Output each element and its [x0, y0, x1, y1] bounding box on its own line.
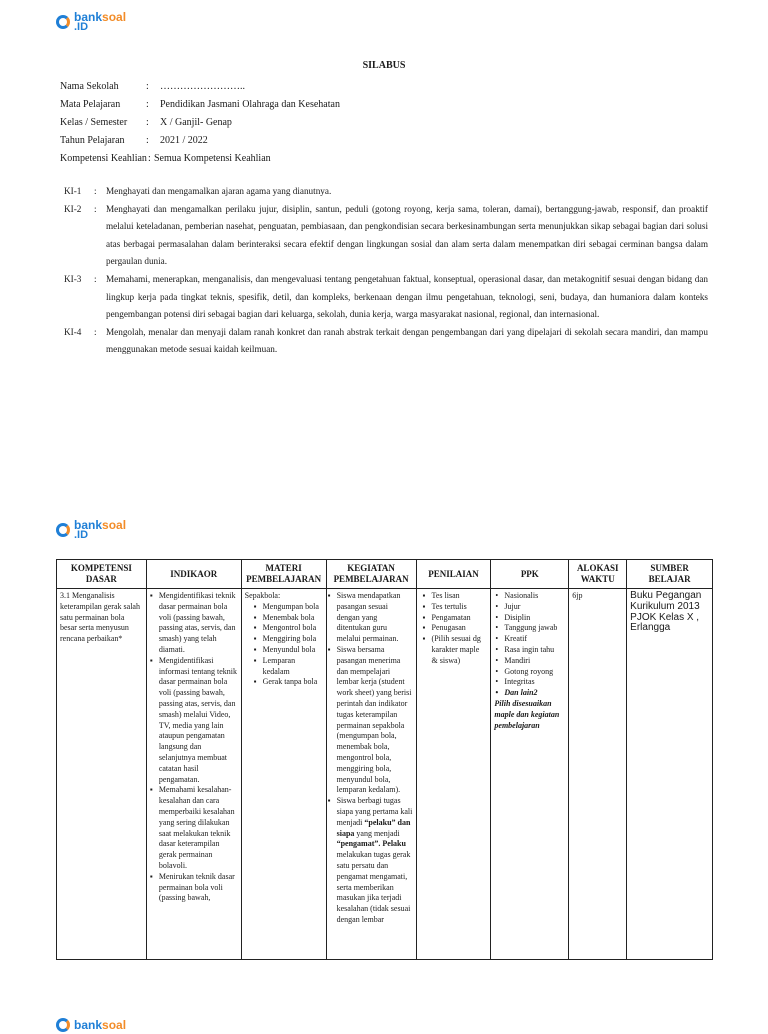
cell-kd: 3.1 Menganalisis keterampilan gerak salah satu permainan bola besar serta menyusun rencana perbaikan* — [57, 589, 147, 960]
list-item: ▪ Menggiring bola — [263, 634, 323, 645]
list-item: ▪ Mengidentifikasi informasi tentang teknik dasar permainan bola voli (passing bawah, passing atas, servis, dan smash) melalui Video, TV, media yang lain ataupun pengamatan langsung dan selanjutnya membuat catatan hasil pengamatan. — [159, 656, 238, 786]
cell-indikator — [146, 589, 241, 960]
meta-row: Mata Pelajaran : Pendidikan Jasmani Olahraga dan Kesehatan — [60, 99, 340, 110]
ppk-note: Pilih disesuaikan maple dan kegiatan pembelajaran — [494, 698, 560, 730]
list-item: • Rasa ingin tahu — [504, 645, 565, 656]
logo-icon — [56, 521, 72, 539]
logo-icon — [56, 13, 72, 31]
table-header-row — [57, 560, 713, 589]
cell-penilaian — [416, 589, 491, 960]
ki-item: KI-2 : Menghayati dan mengamalkan perilaku jujur, disiplin, santun, peduli (gotong royong, kerja sama, toleran, damai), bertanggung-jawab, responsif, dan proaktif melalui keteladanan, pemberian nasehat, penguatan, pembiasaan, dan pengkondisian secara berkesinambungan serta menunjukkan sikap sebagai bagian dari solusi atas berbagai permasalahan dalam berinteraksi secara efektif dengan lingkungan sosial dan alam serta dalam menempatkan diri sebagai cerminan bangsa dalam pergaulan dunia. — [64, 203, 708, 267]
header-kompetensi-dasar: KOMPETENSI DASAR — [57, 560, 147, 589]
list-item: ▪ Mengidentifikasi teknik dasar permainan bola voli (passing bawah, passing atas, servis, dan smash) yang telah diamati. — [159, 591, 238, 656]
list-item: ▪ Siswa bersama pasangan menerima dan mempelajari lembar kerja (student work sheet) yang berisi perintah dan indikator tugas keterampilan permainan sepakbola (mengumpan bola, menembak bola, mengontrol bola, menggiring bola, menyundul bola, lemparan kedalam). — [337, 645, 413, 796]
list-item: ▪ Gerak tanpa bola — [263, 677, 323, 688]
list-item: • Mandiri — [504, 656, 565, 667]
list-item: ▪ Menyundul bola — [263, 645, 323, 656]
page-title: SILABUS — [362, 60, 406, 71]
cell-alokasi: 6jp — [569, 589, 627, 960]
list-item: ▪ Menembak bola — [263, 613, 323, 624]
header-indikator: INDIKAOR — [146, 560, 241, 589]
meta-row: Kompetensi Keahlian : Semua Kompetensi Keahlian — [60, 153, 271, 164]
ki-item: KI-4 : Mengolah, menalar dan menyaji dalam ranah konkret dan ranah abstrak terkait dengan pengembangan dari yang dipelajari di sekolah secara mandiri, dan mampu menggunakan metode sesuai kaidah keilmuan. — [64, 326, 708, 355]
banksoal-logo-bottom — [56, 1016, 126, 1034]
logo-text: banksoal — [74, 1018, 127, 1032]
header-sumber: SUMBER BELAJAR — [627, 560, 713, 589]
logo-text: banksoal .ID — [74, 518, 127, 541]
cell-ppk — [491, 589, 569, 960]
list-item: • Dan lain2 — [504, 688, 565, 699]
logo-icon — [56, 1016, 72, 1034]
materi-heading: Sepakbola: — [244, 591, 281, 600]
list-item: • Disiplin — [504, 613, 565, 624]
header-penilaian: PENILAIAN — [416, 560, 491, 589]
list-item: ▪ Tes lisan — [432, 591, 488, 602]
ki-item: KI-3 : Memahami, menerapkan, menganalisis, dan mengevaluasi tentang pengetahuan faktual, konseptual, operasional dasar, dan metakognitif sesuai dengan bidang dan lingkup kerja pada tingkat teknis, spesifik, detil, dan kompleks, berkenaan dengan ilmu pengetahuan, teknologi, seni, budaya, dan humaniora dalam konteks pengembangan potensi diri sebagai bagian dari keluarga, sekolah, dunia kerja, warga masyarakat nasional, regional, dan internasional. — [64, 273, 708, 320]
header-materi: MATERI PEMBELAJARAN — [241, 560, 326, 589]
list-item: ▪ (Pilih sesuai dg karakter maple & siswa) — [432, 634, 488, 666]
list-item: ▪ Mengontrol bola — [263, 623, 323, 634]
list-item: ▪ Tes tertulis — [432, 602, 488, 613]
list-item: ▪ Lemparan kedalam — [263, 656, 323, 678]
list-item: • Jujur — [504, 602, 565, 613]
banksoal-logo-top — [56, 12, 126, 32]
syllabus-table — [56, 559, 713, 960]
core-competencies — [64, 183, 708, 359]
meta-row: Tahun Pelajaran : 2021 / 2022 — [60, 135, 208, 146]
list-item: • Integritas — [504, 677, 565, 688]
list-item: ▪ Mengumpan bola — [263, 602, 323, 613]
header-alokasi: ALOKASI WAKTU — [569, 560, 627, 589]
cell-materi — [241, 589, 326, 960]
list-item: • Gotong royong — [504, 667, 565, 678]
list-item: ▪ Siswa berbagi tugas siapa yang pertama kali menjadi “pelaku” dan siapa yang menjadi “pengamat”. Pelaku melakukan tugas gerak satu persatu dan pengamat mengamati, serta memberikan masukan jika terjadi kesalahan (tidak sesuai dengan lembar — [337, 796, 413, 926]
cell-sumber: Buku Pegangan Kurikulum 2013 PJOK Kelas X , Erlangga — [627, 589, 713, 960]
table-row — [57, 589, 713, 960]
list-item: ▪ Pengamatan — [432, 613, 488, 624]
banksoal-logo-middle — [56, 520, 126, 540]
list-item: • Nasionalis — [504, 591, 565, 602]
list-item: • Kreatif — [504, 634, 565, 645]
school-info — [60, 81, 340, 171]
cell-kegiatan — [326, 589, 416, 960]
list-item: ▪ Memahami kesalahan-kesalahan dan cara memperbaiki kesalahan yang sering dilakukan saat melakukan teknik dasar keterampilan gerak permainan bolavoli. — [159, 785, 238, 871]
logo-text: banksoal .ID — [74, 10, 127, 33]
meta-row: Kelas / Semester : X / Ganjil- Genap — [60, 117, 232, 128]
ki-item: KI-1 : Menghayati dan mengamalkan ajaran agama yang dianutnya. — [64, 186, 332, 196]
header-kegiatan: KEGIATAN PEMBELAJARAN — [326, 560, 416, 589]
list-item: ▪ Menirukan teknik dasar permainan bola voli (passing bawah, — [159, 872, 238, 904]
list-item: ▪ Penugasan — [432, 623, 488, 634]
list-item: ▪ Siswa mendapatkan pasangan sesuai dengan yang ditentukan guru melalui permainan. — [337, 591, 413, 645]
header-ppk: PPK — [491, 560, 569, 589]
meta-row: Nama Sekolah : …………………….. — [60, 81, 245, 92]
list-item: • Tanggung jawab — [504, 623, 565, 634]
